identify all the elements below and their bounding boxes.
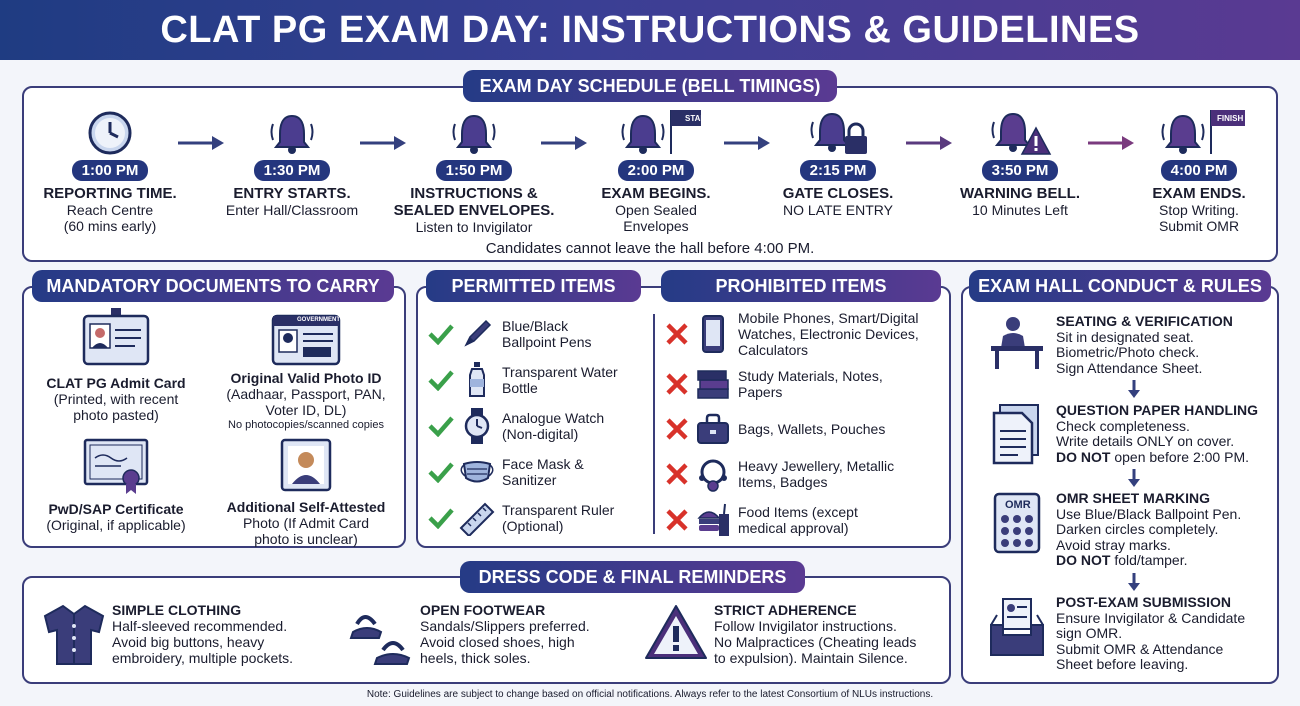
rule-line-2: sign OMR. — [1056, 625, 1123, 641]
books-icon — [695, 367, 731, 401]
dress-title: OPEN FOOTWEAR — [420, 602, 546, 618]
dress-line-3: to expulsion). Maintain Silence. — [714, 650, 908, 666]
step-time: 2:15 PM — [800, 160, 877, 181]
items-divider — [653, 314, 655, 534]
government-badge: GOVERNMENT — [297, 317, 341, 323]
dress-line-2: Avoid closed shoes, high — [420, 634, 575, 650]
rule-line-3: Avoid stray marks. — [1056, 536, 1171, 553]
schedule-step-exam-begins — [571, 108, 741, 234]
step-title: INSTRUCTIONS & — [410, 185, 538, 202]
step-time: 3:50 PM — [982, 160, 1059, 181]
step-time: 2:00 PM — [618, 160, 695, 181]
item-line-2: Ballpoint Pens — [502, 334, 592, 350]
checkmark-icon — [427, 507, 455, 529]
bell-warning-icon — [988, 108, 1052, 156]
admit-card-icon — [81, 308, 151, 368]
dress-line-1: Sandals/Slippers preferred. — [420, 618, 590, 634]
permitted-item — [424, 360, 649, 400]
ruler-icon — [459, 500, 495, 536]
prohibited-item — [660, 310, 946, 358]
rule-omr-marking — [978, 491, 1274, 569]
doc-pwd-certificate — [30, 438, 202, 533]
step-desc-2: Submit OMR — [1158, 218, 1240, 234]
step-time: 1:00 PM — [72, 160, 149, 181]
prohibited-item — [660, 500, 946, 540]
rule-emphasis: DO NOT — [1056, 448, 1111, 465]
doc-note: No photocopies/scanned copies — [228, 419, 384, 431]
watch-icon — [464, 407, 490, 445]
omr-label: OMR — [1005, 499, 1031, 511]
bag-icon — [695, 413, 731, 445]
warning-icon — [644, 602, 708, 662]
rule-line-4: fold/tamper. — [1110, 552, 1188, 568]
face-mask-icon — [458, 458, 496, 486]
step-desc: 10 Minutes Left — [972, 202, 1068, 218]
step-title-2: SEALED ENVELOPES. — [393, 202, 555, 219]
rule-title: QUESTION PAPER HANDLING — [1056, 402, 1258, 418]
doc-title-2: Photo (If Admit Card — [242, 515, 370, 531]
rule-line-2: Write details ONLY on cover. — [1056, 433, 1235, 449]
step-desc: Listen to Invigilator — [415, 219, 533, 235]
step-desc-2: (60 mins early) — [63, 218, 157, 234]
doc-additional-photo — [212, 438, 400, 547]
bell-lock-icon — [807, 108, 869, 156]
rule-line-3: Sign Attendance Sheet. — [1056, 359, 1203, 376]
item-line-1: Food Items (except — [738, 504, 858, 520]
dress-line-1: Half-sleeved recommended. — [112, 618, 288, 634]
rule-title: SEATING & VERIFICATION — [1056, 313, 1233, 329]
item-line-3: Calculators — [738, 342, 809, 358]
item-line-1: Blue/Black — [502, 318, 569, 334]
rule-post-exam — [978, 595, 1274, 673]
bell-icon — [267, 110, 317, 156]
water-bottle-icon — [467, 361, 487, 399]
dress-open-footwear — [344, 602, 590, 668]
rule-line-1: Ensure Invigilator & Candidate — [1056, 609, 1246, 626]
step-desc: Enter Hall/Classroom — [225, 202, 359, 218]
arrow-down-icon — [1127, 573, 1141, 591]
dress-heading: DRESS CODE & FINAL REMINDERS — [460, 561, 805, 593]
schedule-step-exam-ends — [1114, 108, 1284, 234]
rule-line-3: Submit OMR & Attendance — [1056, 640, 1224, 657]
mobile-phone-icon — [701, 314, 725, 354]
rule-line-1: Sit in designated seat. — [1056, 328, 1194, 345]
dress-line-1: Follow Invigilator instructions. — [714, 618, 897, 634]
step-time: 4:00 PM — [1161, 160, 1238, 181]
permitted-item — [424, 406, 649, 446]
inbox-submission-icon — [987, 595, 1047, 657]
permitted-item — [424, 452, 649, 492]
doc-photo-id — [212, 314, 400, 432]
dress-line-3: embroidery, multiple pockets. — [112, 650, 294, 666]
doc-desc: (Aadhaar, Passport, PAN, — [226, 386, 386, 402]
food-icon — [695, 502, 731, 538]
question-paper-icon — [990, 403, 1044, 465]
rule-emphasis: DO NOT — [1056, 552, 1111, 568]
arrow-down-icon — [1127, 380, 1141, 398]
pen-icon — [460, 317, 494, 351]
item-line-2: (Non-digital) — [502, 426, 579, 442]
rule-line-3: open before 2:00 PM. — [1110, 448, 1249, 465]
footnote: Note: Guidelines are subject to change based on official notifications. Always refer to the latest Consortium of NLUs instructions. — [366, 689, 934, 700]
step-title: ENTRY STARTS. — [233, 185, 351, 202]
schedule-step-instructions — [389, 108, 559, 235]
rule-question-paper — [978, 403, 1274, 465]
doc-desc-2: photo pasted) — [73, 407, 159, 423]
item-line-2: medical approval) — [738, 520, 849, 536]
shirt-icon — [39, 602, 109, 668]
conduct-heading: EXAM HALL CONDUCT & RULES — [969, 270, 1271, 302]
schedule-note: Candidates cannot leave the hall before 4:00 PM. — [485, 240, 815, 257]
schedule-step-warning-bell — [935, 108, 1105, 218]
checkmark-icon — [427, 415, 455, 437]
step-desc: Open Sealed — [615, 202, 697, 218]
step-title: EXAM ENDS. — [1152, 185, 1246, 202]
item-line-1: Face Mask & — [502, 456, 584, 472]
rule-title: OMR SHEET MARKING — [1056, 490, 1210, 506]
doc-title: CLAT PG Admit Card — [46, 375, 186, 391]
schedule-heading: EXAM DAY SCHEDULE (BELL TIMINGS) — [463, 70, 837, 102]
doc-desc-2: Voter ID, DL) — [265, 402, 347, 418]
rule-line-4: Sheet before leaving. — [1056, 656, 1189, 672]
start-flag-label: START — [685, 114, 712, 123]
dress-title: STRICT ADHERENCE — [714, 602, 857, 618]
permitted-item — [424, 314, 649, 354]
item-line-1: Mobile Phones, Smart/Digital — [738, 310, 919, 326]
item-line-1: Analogue Watch — [502, 410, 605, 426]
prohibited-heading: PROHIBITED ITEMS — [661, 270, 941, 302]
step-desc-2: Envelopes — [623, 218, 689, 234]
step-title: EXAM BEGINS. — [601, 185, 711, 202]
prohibited-item — [660, 364, 946, 404]
dress-strict-adherence — [638, 602, 916, 666]
prohibited-item — [660, 410, 946, 448]
rule-title: POST-EXAM SUBMISSION — [1056, 594, 1232, 610]
dress-line-2: No Malpractices (Cheating leads — [714, 634, 917, 650]
photo-icon — [278, 438, 334, 492]
documents-heading: MANDATORY DOCUMENTS TO CARRY — [32, 270, 394, 302]
page-title: CLAT PG EXAM DAY: INSTRUCTIONS & GUIDELINES — [160, 8, 1140, 51]
step-time: 1:50 PM — [436, 160, 513, 181]
doc-admit-card — [30, 308, 202, 423]
item-line-2: Bottle — [502, 380, 538, 396]
cross-icon — [665, 372, 689, 396]
rule-line-1: Check completeness. — [1056, 417, 1190, 434]
schedule-step-gate-closes — [753, 108, 923, 218]
doc-title: PwD/SAP Certificate — [48, 501, 184, 517]
item-line-2: Papers — [738, 384, 783, 400]
certificate-icon — [81, 438, 151, 494]
step-desc: Reach Centre — [66, 202, 154, 218]
arrow-down-icon — [1127, 469, 1141, 487]
item-line-1: Bags, Wallets, Pouches — [738, 421, 886, 437]
permitted-item — [424, 498, 649, 538]
item-line-2: (Optional) — [502, 518, 564, 534]
jewellery-icon — [696, 456, 730, 492]
rule-seating — [978, 314, 1274, 376]
schedule-step-reporting — [25, 108, 195, 234]
bell-icon — [449, 110, 499, 156]
checkmark-icon — [427, 323, 455, 345]
rule-line-2: Darken circles completely. — [1056, 521, 1219, 537]
dress-simple-clothing — [36, 602, 293, 668]
finish-flag-label: FINISH — [1217, 114, 1244, 123]
item-line-1: Study Materials, Notes, — [738, 368, 883, 384]
doc-desc: photo is unclear) — [254, 531, 358, 547]
doc-title: Additional Self-Attested — [226, 499, 386, 515]
cross-icon — [665, 462, 689, 486]
dress-line-3: heels, thick soles. — [420, 650, 531, 666]
step-title: REPORTING TIME. — [43, 185, 177, 202]
step-desc: Stop Writing. — [1159, 202, 1239, 218]
step-title: WARNING BELL. — [960, 185, 1080, 202]
item-line-1: Transparent Ruler — [502, 502, 615, 518]
cross-icon — [665, 417, 689, 441]
step-desc: NO LATE ENTRY — [783, 202, 893, 218]
checkmark-icon — [427, 369, 455, 391]
prohibited-item — [660, 454, 946, 494]
step-title: GATE CLOSES. — [782, 185, 894, 202]
page-header — [0, 0, 1300, 60]
doc-desc: (Original, if applicable) — [46, 517, 186, 533]
doc-desc: (Printed, with recent — [53, 391, 179, 407]
dress-title: SIMPLE CLOTHING — [112, 602, 242, 618]
sandals-icon — [347, 602, 417, 668]
item-line-1: Transparent Water — [502, 364, 618, 380]
rule-line-1: Use Blue/Black Ballpoint Pen. — [1056, 505, 1242, 522]
item-line-2: Sanitizer — [502, 472, 557, 488]
item-line-2: Watches, Electronic Devices, — [738, 326, 919, 342]
cross-icon — [665, 508, 689, 532]
rule-line-2: Biometric/Photo check. — [1056, 344, 1200, 360]
desk-icon — [987, 314, 1047, 370]
step-time: 1:30 PM — [254, 160, 331, 181]
doc-title: Original Valid Photo ID — [230, 370, 382, 386]
schedule-step-entry — [207, 108, 377, 218]
permitted-heading: PERMITTED ITEMS — [426, 270, 641, 302]
dress-line-2: Avoid big buttons, heavy — [112, 634, 265, 650]
item-line-2: Items, Badges — [738, 474, 828, 490]
clock-icon — [87, 110, 133, 156]
item-line-1: Heavy Jewellery, Metallic — [738, 458, 895, 474]
cross-icon — [665, 322, 689, 346]
checkmark-icon — [427, 461, 455, 483]
